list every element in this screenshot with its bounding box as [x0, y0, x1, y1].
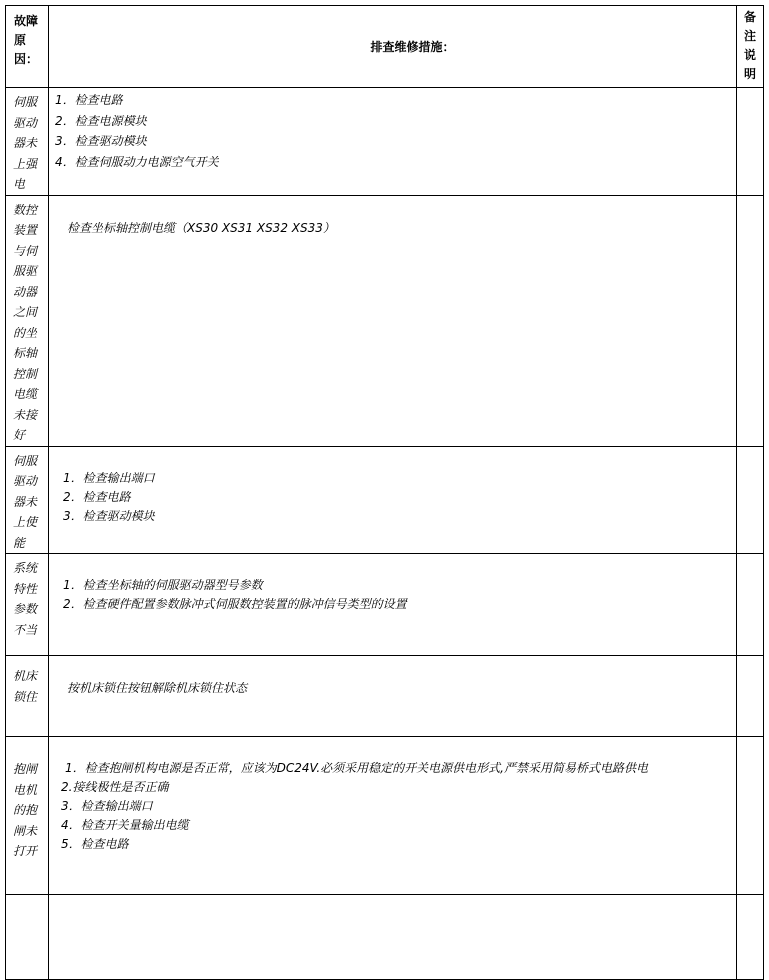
table-row	[6, 88, 764, 196]
note-cell	[737, 554, 764, 656]
cause-cell: 数控装置与伺服驱动器之间的坐标轴控制电缆未接好	[13, 202, 38, 442]
table-row	[6, 446, 764, 554]
measure-item: 3．检查驱动模块	[55, 134, 147, 148]
measures-cell	[49, 737, 737, 895]
measure-item: 2.接线极性是否正确	[61, 780, 169, 794]
table-row	[6, 737, 764, 895]
measure-item: 2．检查硬件配置参数脉冲式伺服数控装置的脉冲信号类型的设置	[63, 597, 407, 611]
measure-item: 4．检查伺服动力电源空气开关	[55, 154, 219, 169]
fault-table	[5, 5, 764, 980]
cause-cell: 伺服驱动器未上使能	[13, 453, 38, 550]
note-cell	[737, 88, 764, 196]
note-cell	[737, 195, 764, 446]
measure-item: 按机床锁住按钮解除机床锁住状态	[67, 681, 248, 695]
measure-item: 检查坐标轴控制电缆（XS30 XS31 XS32 XS33）	[67, 220, 335, 235]
header-measures: 排查维修措施：	[49, 6, 737, 88]
table-row	[6, 554, 764, 656]
note-cell	[737, 895, 764, 980]
cause-cell: 系统特性参数不当	[13, 561, 38, 637]
measures-cell	[49, 446, 737, 554]
measure-item: 1．检查输出端口	[63, 470, 155, 485]
measure-item: 2．检查电路	[63, 489, 131, 504]
cause-cell: 伺服驱动器未上强电	[13, 95, 38, 191]
measures-cell	[49, 554, 737, 656]
measure-item: 1．检查电路	[55, 93, 123, 107]
note-cell	[737, 737, 764, 895]
measures-cell	[49, 195, 737, 446]
header-cause: 故障原因：	[14, 14, 39, 66]
measure-item: 1．检查坐标轴的伺服驱动器型号参数	[63, 578, 263, 592]
table-row-empty	[6, 895, 764, 980]
measure-item: 4．检查开关量输出电缆	[61, 818, 189, 832]
measures-cell	[49, 88, 737, 196]
note-cell	[737, 656, 764, 737]
measure-item: 2．检查电源模块	[55, 113, 147, 128]
measure-item: 3．检查输出端口	[61, 799, 153, 813]
table-row	[6, 195, 764, 446]
measure-item: 5．检查电路	[61, 837, 129, 851]
measure-item: 1．检查抱闸机构电源是否正常，应该为DC24V.必须采用稳定的开关电源供电形式,严禁采用简易桥式电路供电	[65, 761, 648, 775]
table-header-row	[6, 6, 764, 88]
measures-cell	[49, 656, 737, 737]
cause-cell	[6, 895, 49, 980]
measures-cell	[49, 895, 737, 980]
measure-item: 3．检查驱动模块	[63, 508, 155, 523]
header-note: 备注说明	[743, 10, 756, 81]
table-row	[6, 656, 764, 737]
cause-cell: 机床锁住	[13, 669, 38, 704]
cause-cell: 抱闸电机的抱闸未打开	[13, 762, 38, 858]
note-cell	[737, 446, 764, 554]
